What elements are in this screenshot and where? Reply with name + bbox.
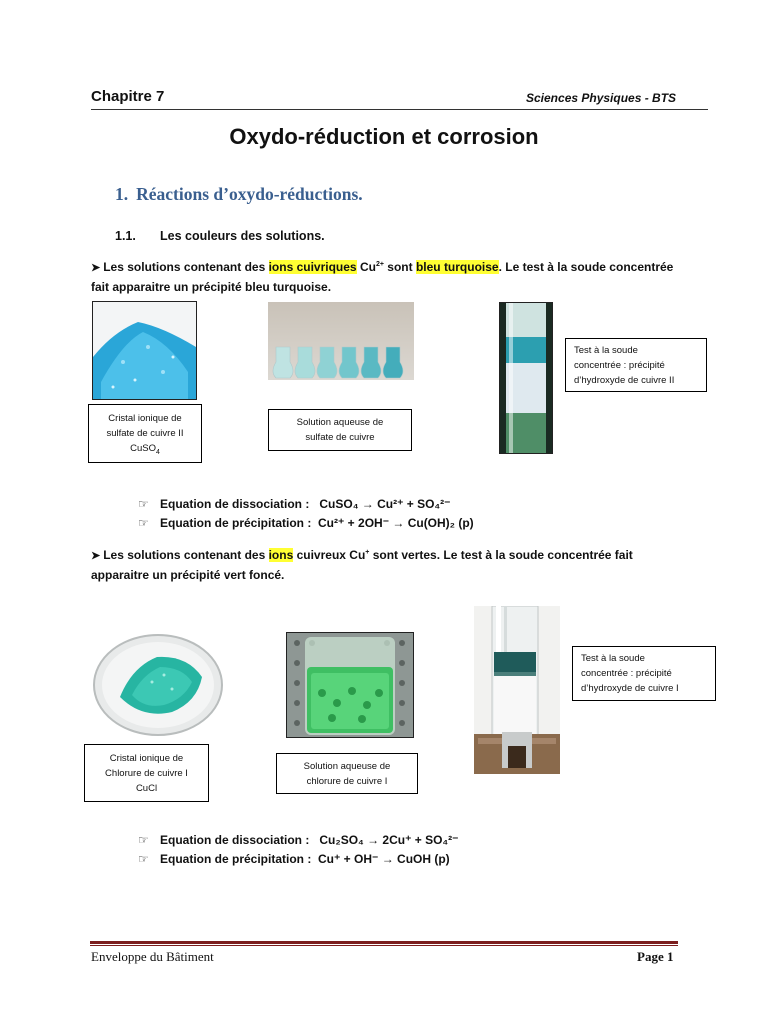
caption-solution-sulfate xyxy=(268,409,412,451)
caption-crystal-cucl xyxy=(84,744,209,802)
photo-test-tube-green-precipitate xyxy=(474,606,560,774)
caption-line: concentrée : précipité xyxy=(574,359,665,371)
caption-line: chlorure de cuivre I xyxy=(306,775,388,787)
text-run: sont xyxy=(383,260,416,274)
paragraph-cuprous xyxy=(91,546,691,585)
caption-line: Test à la soude xyxy=(574,344,638,356)
text-run: cuivreux Cu xyxy=(293,548,366,562)
equation-formula: Cu²⁺ + 2OH⁻ → Cu(OH)₂ (p) xyxy=(318,516,474,530)
highlight-ions-cuivriques: ions cuivriques xyxy=(268,260,357,274)
photo-copper-sulfate-crystals xyxy=(92,301,197,400)
subsection-title: Les couleurs des solutions. xyxy=(160,229,325,243)
equation-precipitation-cu1 xyxy=(138,852,450,866)
header-rule xyxy=(91,109,708,110)
subscript: 4 xyxy=(155,448,160,456)
caption-line: Test à la soude xyxy=(581,653,645,664)
photo-copper-chloride-dish xyxy=(92,627,228,739)
equation-label: Equation de dissociation : xyxy=(160,497,310,511)
caption-line: sulfate de cuivre II xyxy=(106,428,184,439)
arrow-bullet-icon: ➤ xyxy=(91,550,101,562)
chapter-label: Chapitre 7 xyxy=(91,88,165,105)
superscript: + xyxy=(365,549,370,556)
subject-label: Sciences Physiques - BTS xyxy=(526,91,677,105)
equation-dissociation-cu2so4 xyxy=(138,833,458,847)
arrow-bullet-icon: ➤ xyxy=(91,262,101,274)
text-run: sont vertes. Le test à la soude concentrée fait xyxy=(369,548,633,562)
photo-copper-chloride-beaker xyxy=(286,632,414,738)
caption-line xyxy=(93,441,197,456)
equation-precipitation-cu2 xyxy=(138,516,474,530)
hand-pointer-icon: ☞ xyxy=(138,833,149,847)
equation-formula: Cu₂SO₄ → 2Cu⁺ + SO₄²⁻ xyxy=(319,833,459,847)
photo-test-tube-blue-precipitate xyxy=(499,302,553,454)
text-run: fait apparaitre un précipité bleu turquoise. xyxy=(91,280,332,294)
photo-copper-sulfate-flasks xyxy=(268,302,414,380)
footer-rule xyxy=(90,941,678,944)
caption-line: Solution aqueuse de xyxy=(296,417,384,428)
text-run: Les solutions contenant des xyxy=(103,548,269,562)
caption-line: d’hydroxyde de cuivre II xyxy=(574,374,675,386)
footer-page-number: Page 1 xyxy=(637,949,674,964)
subsection-heading xyxy=(115,229,325,243)
caption-line: d’hydroxyde de cuivre I xyxy=(581,683,679,694)
caption-formula: CuSO xyxy=(130,443,156,454)
caption-solution-chloride xyxy=(276,753,418,794)
text-run: Les solutions contenant des xyxy=(103,260,269,274)
caption-crystal-cuso4 xyxy=(88,404,202,463)
caption-line: Chlorure de cuivre I xyxy=(105,767,188,779)
hand-pointer-icon: ☞ xyxy=(138,497,149,511)
page-title: Oxydo-réduction et corrosion xyxy=(229,124,539,149)
section-heading xyxy=(115,184,363,205)
footer-course: Enveloppe du Bâtiment xyxy=(91,949,214,964)
caption-line: sulfate de cuivre xyxy=(305,432,375,443)
superscript: 2+ xyxy=(375,261,384,268)
caption-line: concentrée : précipité xyxy=(581,668,672,679)
paragraph-cupric xyxy=(91,258,691,297)
equation-dissociation-cuso4 xyxy=(138,497,450,511)
hand-pointer-icon: ☞ xyxy=(138,516,149,530)
equation-label: Equation de précipitation : xyxy=(160,852,312,866)
text-run: . Le test à la soude concentrée xyxy=(498,260,674,274)
section-title: Réactions d’oxydo-réductions. xyxy=(136,184,363,204)
caption-test-cu2 xyxy=(565,338,707,392)
equation-formula: Cu⁺ + OH⁻ → CuOH (p) xyxy=(318,852,450,866)
caption-line: Solution aqueuse de xyxy=(303,760,391,772)
equation-label: Equation de précipitation : xyxy=(160,516,312,530)
highlight-bleu-turquoise: bleu turquoise xyxy=(415,260,499,274)
caption-line: Cristal ionique de xyxy=(108,413,182,424)
footer-rule-thin xyxy=(90,945,678,946)
caption-line: CuCl xyxy=(135,782,158,794)
text-run: Cu xyxy=(356,260,376,274)
highlight-ions: ions xyxy=(268,548,294,562)
caption-line: Cristal ionique de xyxy=(109,752,184,764)
hand-pointer-icon: ☞ xyxy=(138,852,149,866)
text-run: apparaitre un précipité vert foncé. xyxy=(91,568,285,582)
caption-test-cu1 xyxy=(572,646,716,701)
equation-label: Equation de dissociation : xyxy=(160,833,310,847)
section-number: 1. xyxy=(115,184,129,204)
equation-formula: CuSO₄ → Cu²⁺ + SO₄²⁻ xyxy=(319,497,451,511)
subsection-number: 1.1. xyxy=(115,229,136,243)
